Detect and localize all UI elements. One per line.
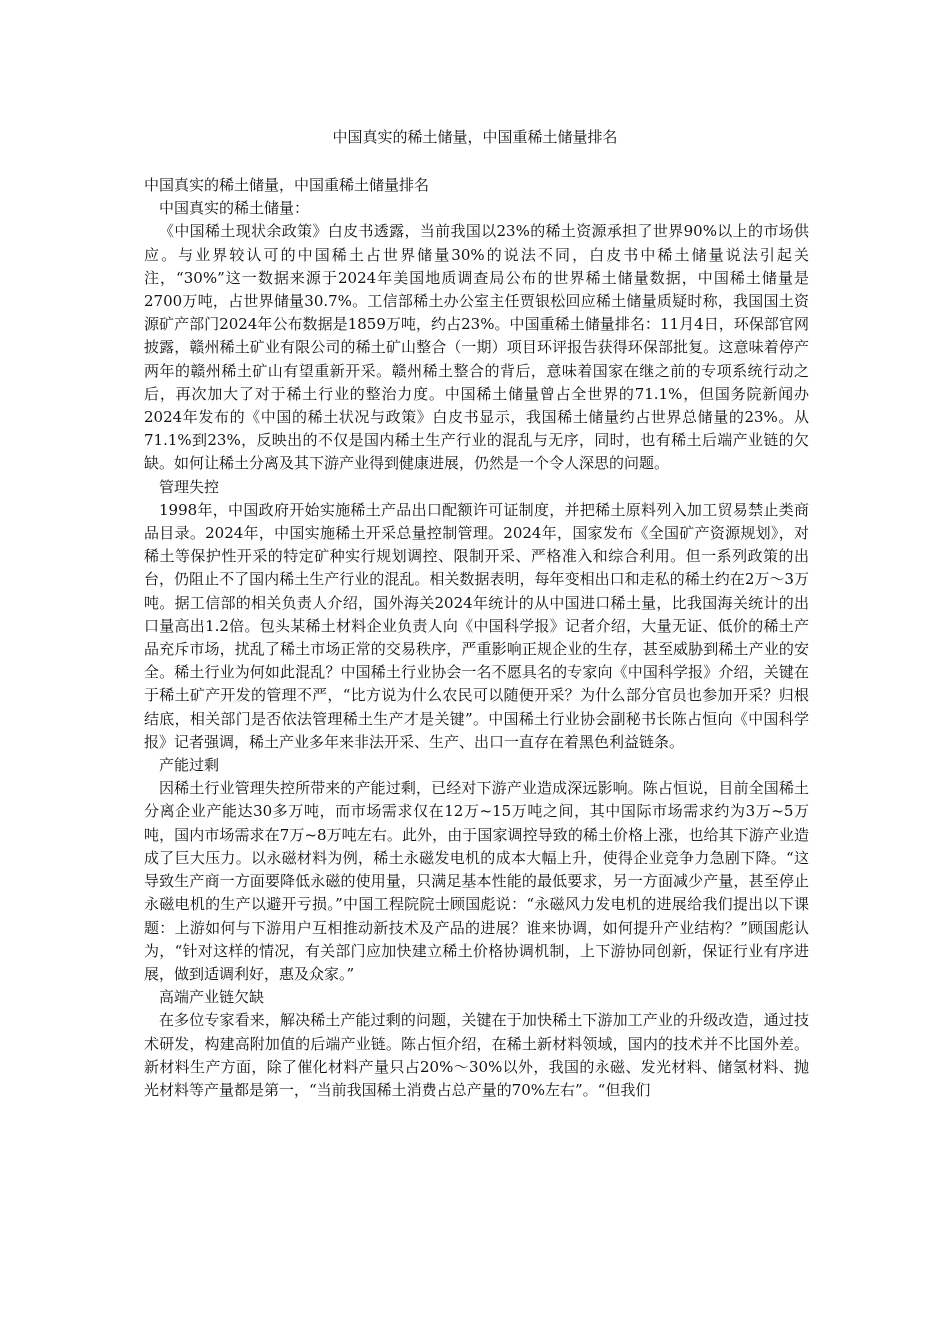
section-heading-management: 管理失控: [159, 477, 220, 496]
section-heading-reserves: 中国真实的稀土储量：: [159, 199, 310, 218]
paragraph-overcapacity: 因稀土行业管理失控所带来的产能过剩，已经对下游产业造成深远影响。陈占恒说，目前全国稀土分离企业产能达30多万吨，而市场需求仅在12万~15万吨之间，其中国际市场需求约为3万~5万吨，国内市场需求在7万~8万吨左右。此外，由于国家调控导致的稀土价格上涨，也给其下游产业造成了巨大压力。以永磁材料为例，稀土永磁发电机的成本大幅上升，使得企业竞争力急剧下降。“这导致生产商一方面要降低永磁的使用量，只满足基本性能的最低要求，另一方面减少产量，甚至停止永磁电机的生产以避开亏损。”中国工程院院士顾国彪说：“永磁风力发电机的进展给我们提出以下课题：上游如何与下游用户互相推动新技术及产品的进展？谁来协调，如何提升产业结构？”顾国彪认为，“针对这样的情况，有关部门应加快建立稀土价格协调机制，上下游协同创新，保证行业有序进展，做到适调利好，惠及众家。”: [144, 779, 809, 983]
section-heading-overcapacity: 产能过剩: [159, 756, 220, 775]
document-subtitle: 中国真实的稀土储量，中国重稀土储量排名: [144, 176, 430, 194]
document-title: 中国真实的稀土储量，中国重稀土储量排名: [332, 128, 618, 146]
paragraph-management: 1998年，中国政府开始实施稀土产品出口配额许可证制度，并把稀土原料列入加工贸易禁止类商品目录。2024年，中国实施稀土开采总量控制管理。2024年，国家发布《全国矿产资源规划》，对稀土等保护性开采的特定矿种实行规划调控、限制开采、严格准入和综合利用。但一系列政策的出台，仍阻止不了国内稀土生产行业的混乱。相关数据表明，每年变相出口和走私的稀土约在2万～3万吨。据工信部的相关负责人介绍，国外海关2024年统计的从中国进口稀土量，比我国海关统计的出口量高出1.2倍。包头某稀土材料企业负责人向《中国科学报》记者介绍，大量无证、低价的稀土产品充斥市场，扰乱了稀土市场正常的交易秩序，严重影响正规企业的生存，甚至威胁到稀土产业的安全。稀土行业为何如此混乱？中国稀土行业协会一名不愿具名的专家向《中国科学报》介绍，关键在于稀土矿产开发的管理不严，“比方说为什么农民可以随便开采？为什么部分官员也参加开采？归根结底，相关部门是否依法管理稀土生产才是关键”。中国稀土行业协会副秘书长陈占恒向《中国科学报》记者强调，稀土产业多年来非法开采、生产、出口一直存在着黑色利益链条。: [144, 500, 809, 751]
paragraph-intro: 《中国稀土现状余政策》白皮书透露，当前我国以23%的稀土资源承担了世界90%以上的市场供应。与业界较认可的中国稀土占世界储量30%的说法不同，白皮书中稀土储量说法引起关注，“30%”这一数据来源于2024年美国地质调查局公布的世界稀土储量数据，中国稀土储量是2700万吨，占世界储量30.7%。工信部稀土办公室主任贾银松回应稀土储量质疑时称，我国国土资源矿产部门2024年公布数据是1859万吨，约占23%。中国重稀土储量排名：11月4日，环保部官网披露，赣州稀土矿业有限公司的稀土矿山整合（一期）项目环评报告获得环保部批复。这意味着停产两年的赣州稀土矿山有望重新开采。赣州稀土整合的背后，意味着国家在继之前的专项系统行动之后，再次加大了对于稀土行业的整治力度。中国稀土储量曾占全世界的71.1%，但国务院新闻办2024年发布的《中国的稀土状况与政策》白皮书显示，我国稀土储量约占世界总储量的23%。从71.1%到23%，反映出的不仅是国内稀土生产行业的混乱与无序，同时，也有稀土后端产业链的欠缺。如何让稀土分离及其下游产业得到健康进展，仍然是一个令人深思的问题。: [144, 222, 809, 473]
section-heading-chain: 高端产业链欠缺: [159, 988, 265, 1007]
document-body: [144, 174, 809, 1102]
paragraph-chain: 在多位专家看来，解决稀土产能过剩的问题，关键在于加快稀土下游加工产业的升级改造，通过技术研发，构建高附加值的后端产业链。陈占恒介绍，在稀土新材料领域，国内的技术并不比国外差。新材料生产方面，除了催化材料产量只占20%～30%以外，我国的永磁、发光材料、储氢材料、抛光材料等产量都是第一，“当前我国稀土消费占总产量的70%左右”。“但我们: [144, 1011, 809, 1099]
